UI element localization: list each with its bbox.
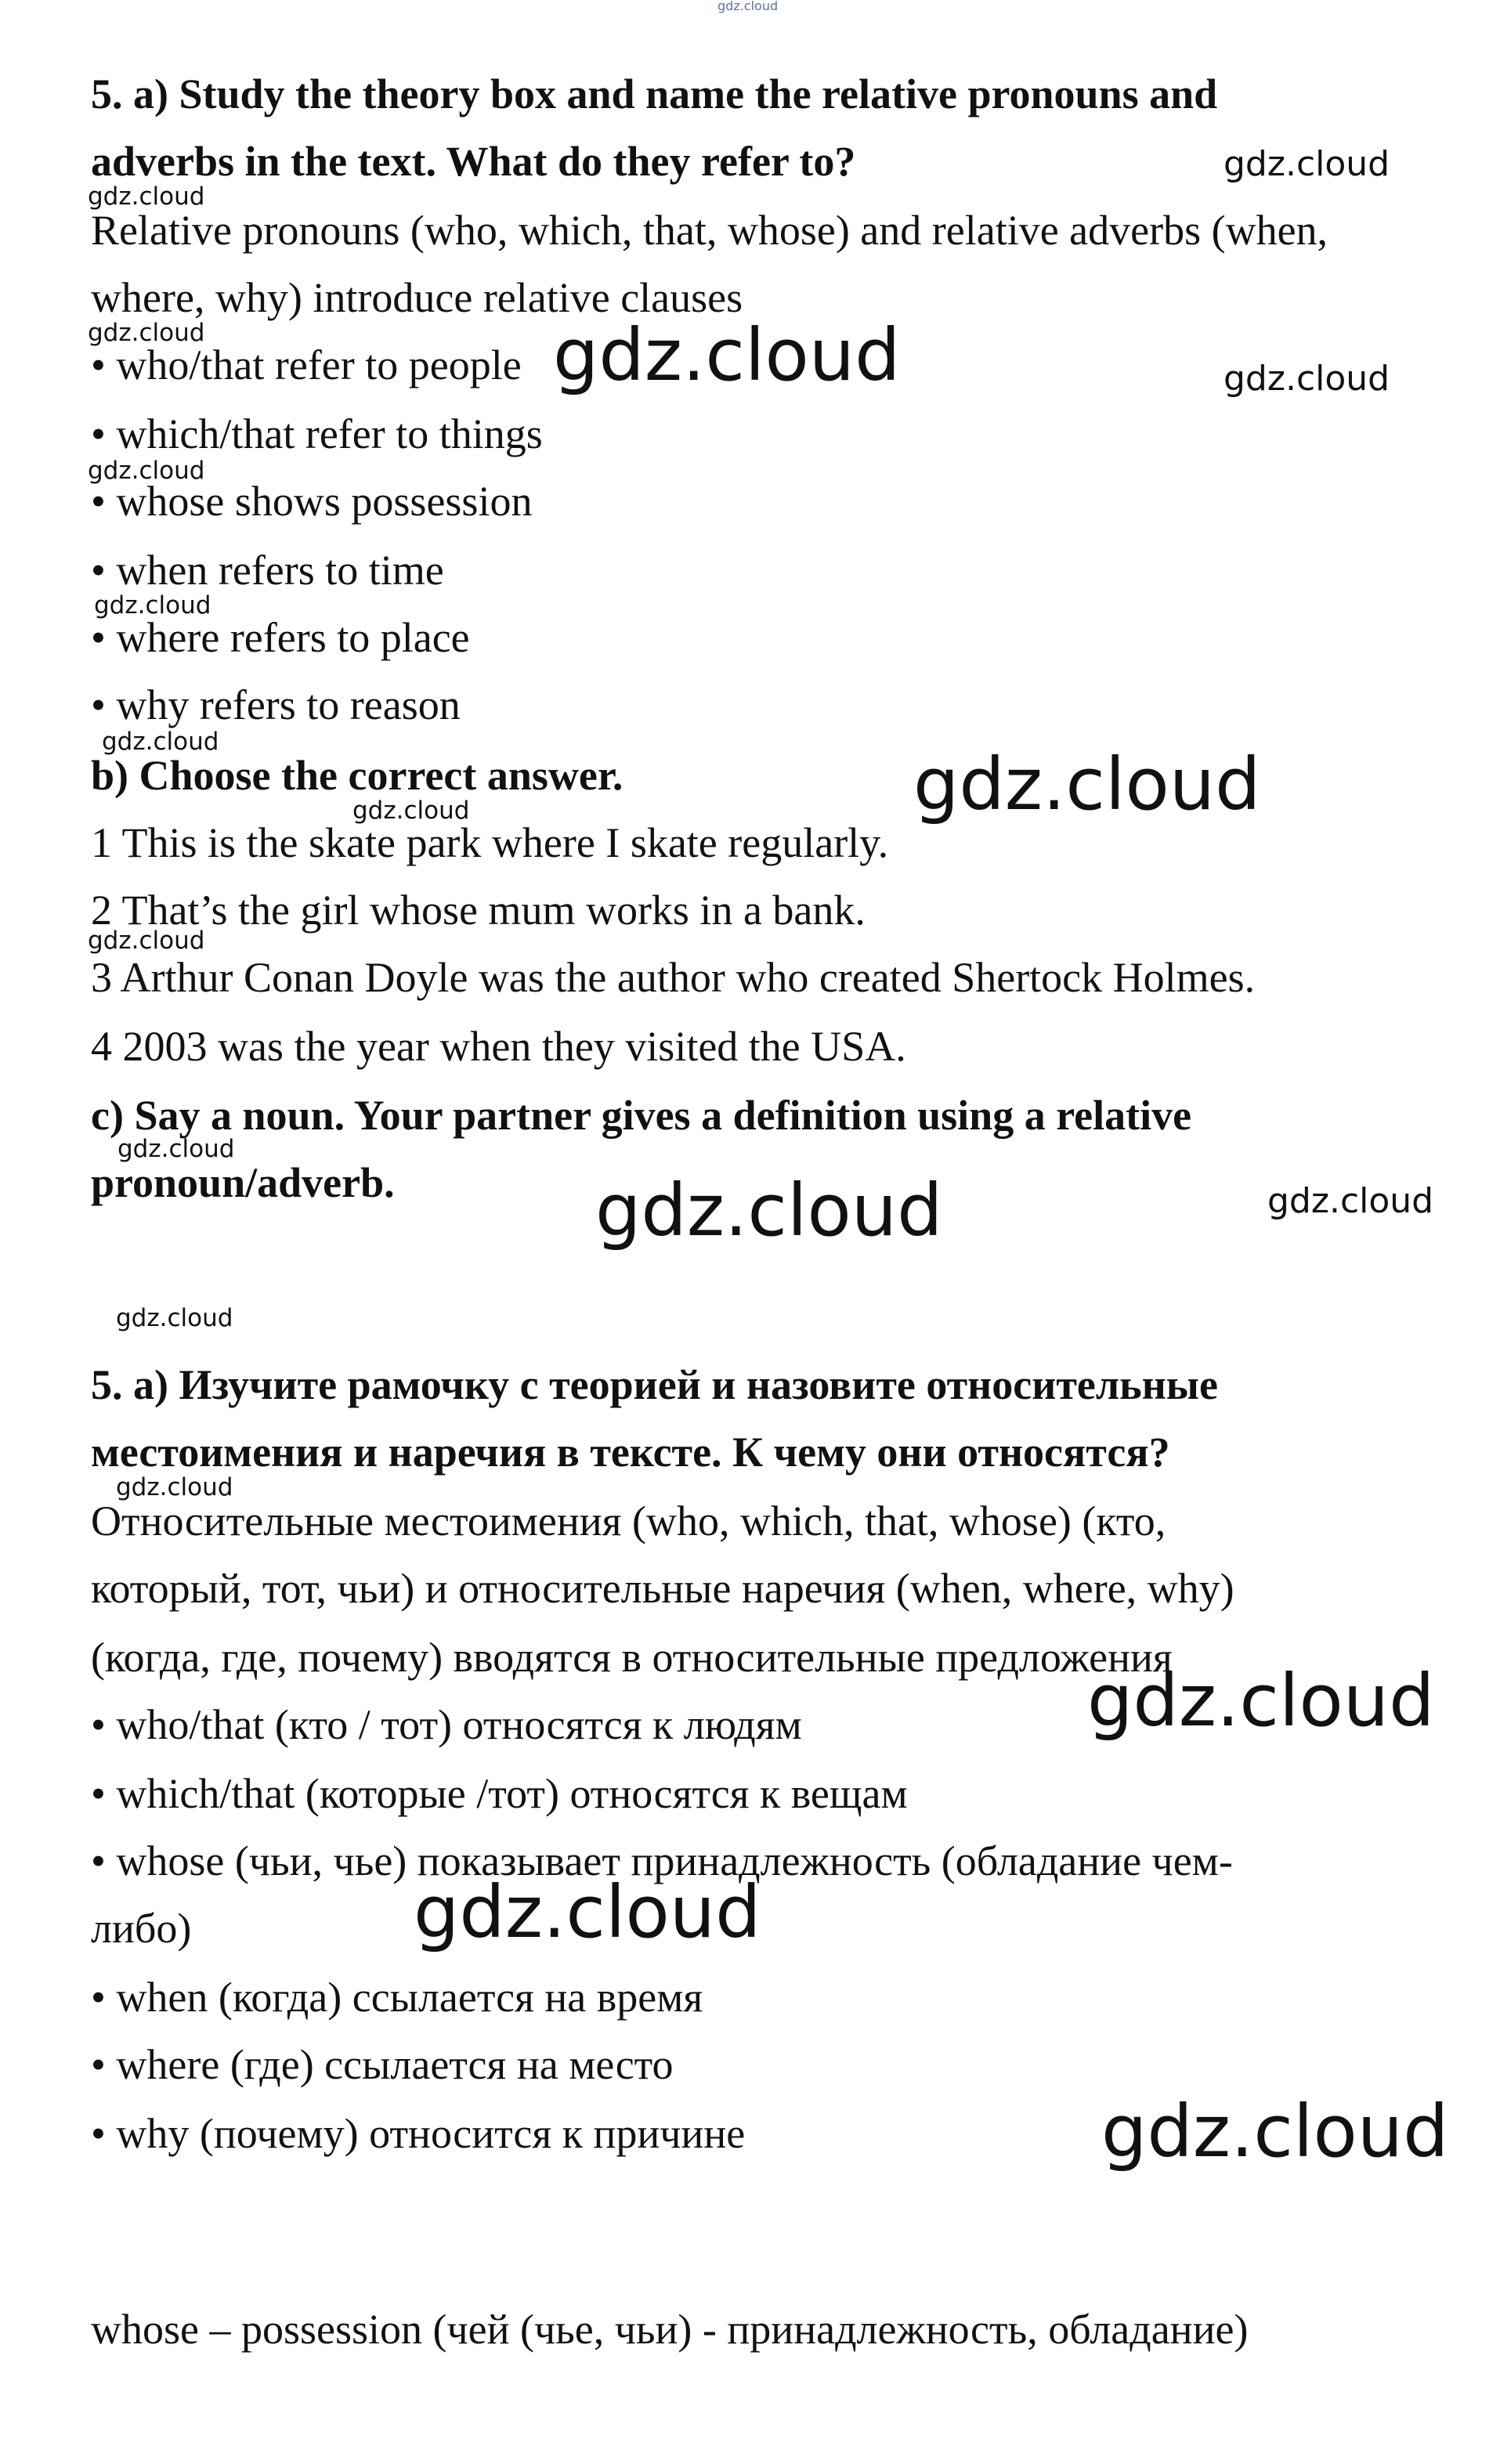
watermark: gdz.cloud <box>88 182 205 211</box>
watermark: gdz.cloud <box>94 591 211 620</box>
ru-bullet-who-that: • who/that (кто / тот) относятся к людям <box>91 1701 802 1748</box>
bullet-whose: • whose shows possession <box>91 478 533 525</box>
watermark: gdz.cloud <box>1223 359 1390 399</box>
watermark-top: gdz.cloud <box>717 0 779 13</box>
watermark: gdz.cloud <box>102 728 219 756</box>
bullet-who-that: • who/that refer to people <box>91 341 522 388</box>
bullet-why: • why refers to reason <box>91 681 461 728</box>
ru-task-a-title-line-2: местоимения и наречия в тексте. К чему они относятся? <box>91 1429 1170 1476</box>
watermark: gdz.cloud <box>1087 1659 1435 1743</box>
watermark: gdz.cloud <box>116 1473 233 1501</box>
ru-bullet-whose: • whose (чьи, чье) показывает принадлежность (обладание чем- <box>91 1837 1233 1884</box>
watermark: gdz.cloud <box>595 1169 943 1252</box>
bullet-which-that: • which/that refer to things <box>91 410 543 457</box>
ru-intro-line-3: (когда, где, почему) вводятся в относительные предложения <box>91 1634 1173 1681</box>
bullet-when: • when refers to time <box>91 547 444 594</box>
watermark: gdz.cloud <box>88 927 205 955</box>
ru-bullet-why: • why (почему) относится к причине <box>91 2110 746 2157</box>
watermark: gdz.cloud <box>1101 2090 1449 2173</box>
watermark: gdz.cloud <box>88 319 205 347</box>
watermark: gdz.cloud <box>117 1135 235 1163</box>
answer-1: 1 This is the skate park where I skate regularly. <box>91 819 889 866</box>
watermark: gdz.cloud <box>1223 144 1390 184</box>
ru-bullet-where: • where (где) ссылается на место <box>91 2041 674 2088</box>
ru-intro-line-1: Относительные местоимения (who, which, that, whose) (кто, <box>91 1498 1166 1545</box>
watermark: gdz.cloud <box>88 457 205 485</box>
intro-line-1: Relative pronouns (who, which, that, whose) and relative adverbs (when, <box>91 207 1328 254</box>
intro-line-2: where, why) introduce relative clauses <box>91 274 743 321</box>
ru-bullet-whose-continued: либо) <box>91 1905 192 1952</box>
task-a-title-line-2: adverbs in the text. What do they refer to? <box>91 138 856 185</box>
bullet-where: • where refers to place <box>91 614 470 661</box>
task-a-title-line-1: 5. a) Study the theory box and name the relative pronouns and <box>91 70 1218 117</box>
task-c-title-line-1: c) Say a noun. Your partner gives a definition using a relative <box>91 1092 1192 1139</box>
ru-task-a-title-line-1: 5. a) Изучите рамочку с теорией и назовите относительные <box>91 1361 1218 1408</box>
ru-bullet-when: • when (когда) ссылается на время <box>91 1974 703 2021</box>
watermark: gdz.cloud <box>553 313 901 397</box>
watermark: gdz.cloud <box>1267 1181 1434 1221</box>
footnote: whose – possession (чей (чье, чьи) - принадлежность, обладание) <box>91 2306 1249 2353</box>
ru-intro-line-2: который, тот, чьи) и относительные наречия (when, where, why) <box>91 1565 1234 1612</box>
task-c-title-line-2: pronoun/adverb. <box>91 1159 395 1206</box>
task-b-title: b) Choose the correct answer. <box>91 752 623 799</box>
watermark: gdz.cloud <box>352 797 470 825</box>
answer-2: 2 That’s the girl whose mum works in a bank. <box>91 887 866 934</box>
watermark: gdz.cloud <box>414 1870 761 1954</box>
watermark: gdz.cloud <box>913 742 1261 826</box>
answer-3: 3 Arthur Conan Doyle was the author who created Shertock Holmes. <box>91 954 1256 1001</box>
answer-4: 4 2003 was the year when they visited the USA. <box>91 1023 906 1070</box>
watermark: gdz.cloud <box>116 1304 233 1332</box>
ru-bullet-which-that: • which/that (которые /тот) относятся к вещам <box>91 1770 908 1817</box>
